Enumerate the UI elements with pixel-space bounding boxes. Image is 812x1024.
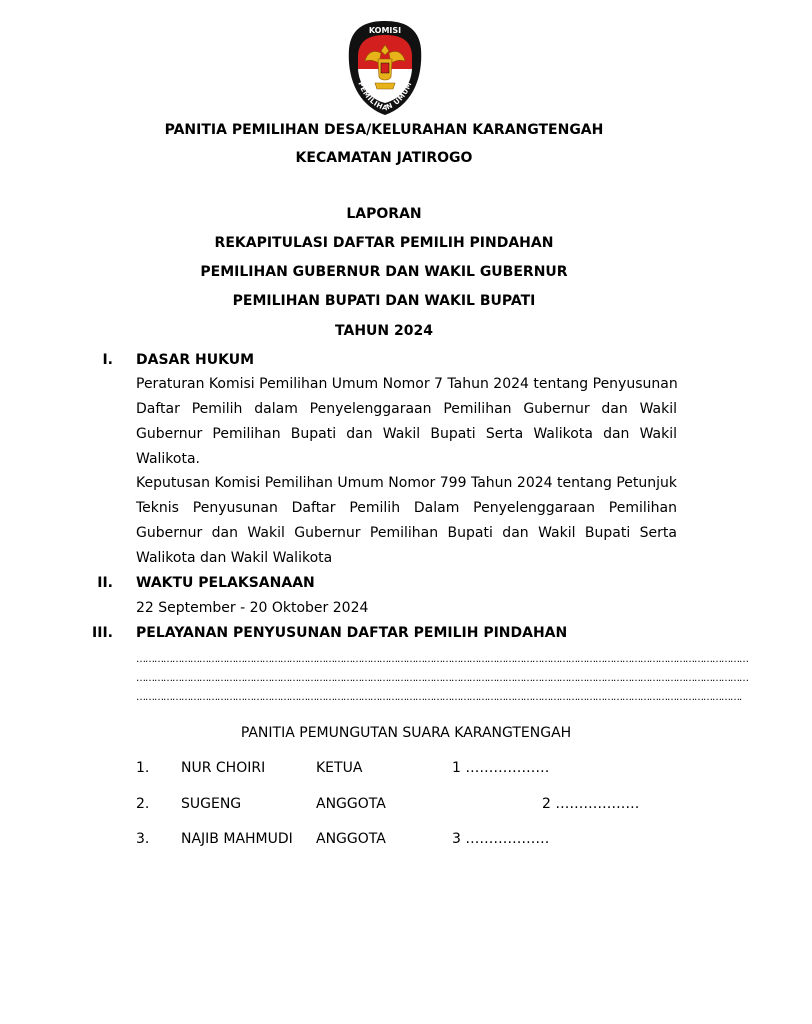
title-line-1: LAPORAN: [346, 206, 422, 222]
signature-title: PANITIA PEMUNGUTAN SUARA KARANGTENGAH: [240, 725, 572, 741]
title-line-3: PEMILIHAN GUBERNUR DAN WAKIL GUBERNUR: [200, 264, 568, 280]
member-name: NAJIB MAHMUDI: [181, 831, 293, 847]
paragraph-line: Teknis Penyusunan Daftar Pemilih Dalam Penyelenggaraan Pemilihan: [136, 500, 677, 516]
signature-row: [136, 794, 736, 814]
section-3-heading: PELAYANAN PENYUSUNAN DAFTAR PEMILIH PINDAHAN: [136, 625, 568, 641]
title-line-2: REKAPITULASI DAFTAR PEMILIH PINDAHAN: [214, 235, 554, 251]
paragraph-line: Peraturan Komisi Pemilihan Umum Nomor 7 Tahun 2024 tentang Penyusunan: [136, 376, 678, 392]
section-2-text: 22 September - 20 Oktober 2024: [136, 600, 369, 616]
signature-row: [136, 758, 736, 778]
member-role: ANGGOTA: [316, 796, 386, 812]
title-line-4: PEMILIHAN BUPATI DAN WAKIL BUPATI: [232, 293, 536, 309]
logo-top-text: KOMISI: [368, 26, 402, 35]
section-1-number: I.: [102, 352, 113, 368]
section-1-heading: DASAR HUKUM: [136, 352, 255, 368]
row-number: 2.: [136, 796, 150, 812]
section-1-paragraph-2: [136, 471, 677, 571]
kpu-logo: [345, 19, 425, 117]
row-number: 1.: [136, 760, 150, 776]
logo-bottom-text: PEMILIHAN UMUM: [356, 80, 414, 113]
paragraph-line: Daftar Pemilih dalam Penyelenggaraan Pemilihan Gubernur dan Wakil: [136, 401, 677, 417]
signature-blank: 3 ………………: [452, 831, 550, 847]
signature-blank: 1 ………………: [452, 760, 550, 776]
paragraph-line: Gubernur dan Wakil Gubernur Pemilihan Bupati dan Wakil Bupati Serta: [136, 525, 677, 541]
member-role: KETUA: [316, 760, 363, 776]
section-1-paragraph-1: [136, 372, 677, 472]
member-name: SUGENG: [181, 796, 242, 812]
paragraph-line: Gubernur Pemilihan Bupati dan Wakil Bupati Serta Walikota dan Wakil: [136, 426, 677, 442]
dotted-line: ………………………………………………………………………………………………………………………………………………………………………………….: [136, 692, 742, 703]
paragraph-line: Walikota.: [136, 451, 200, 467]
section-2-heading: WAKTU PELAKSANAAN: [136, 575, 315, 591]
member-name: NUR CHOIRI: [181, 760, 266, 776]
section-3-number: III.: [92, 625, 113, 641]
header-line-2: KECAMATAN JATIROGO: [295, 150, 473, 166]
signature-row: [136, 829, 736, 849]
header-line-1: PANITIA PEMILIHAN DESA/KELURAHAN KARANGTENGAH: [164, 122, 604, 138]
member-role: ANGGOTA: [316, 831, 386, 847]
dotted-line: ……………………………………………………………………………………………………………………………………………………………………………………: [136, 673, 748, 684]
title-line-5: TAHUN 2024: [335, 323, 433, 339]
section-2-number: II.: [97, 575, 113, 591]
signature-blank: 2 ………………: [542, 796, 640, 812]
dotted-line: ……………………………………………………………………………………………………………………………………………………………………………………: [136, 654, 748, 665]
row-number: 3.: [136, 831, 150, 847]
paragraph-line: Keputusan Komisi Pemilihan Umum Nomor 799 Tahun 2024 tentang Petunjuk: [136, 475, 677, 491]
paragraph-line: Walikota dan Wakil Walikota: [136, 550, 333, 566]
